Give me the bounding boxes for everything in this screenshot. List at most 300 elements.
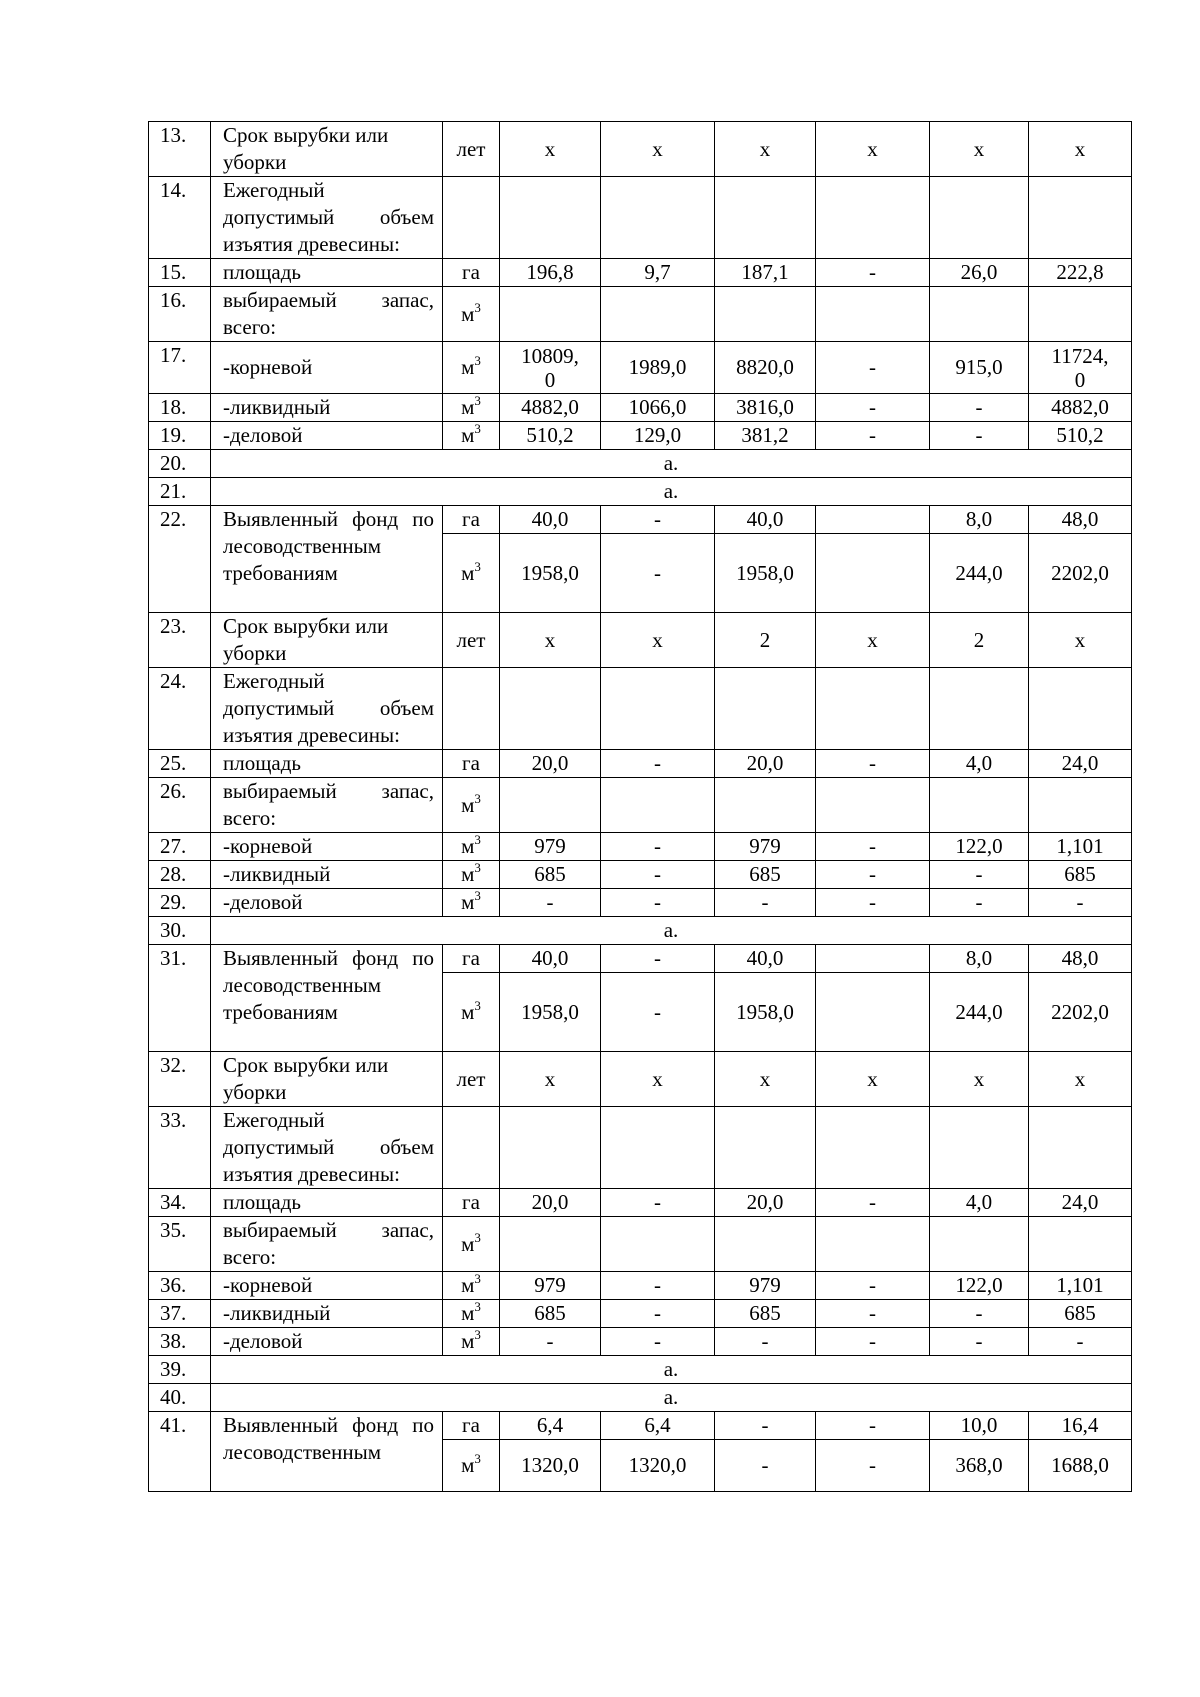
row-number: 23. (149, 613, 211, 668)
value-cell: - (715, 889, 816, 917)
value-cell: 1958,0 (715, 973, 816, 1052)
unit-cell (443, 1272, 500, 1300)
row-number: 20. (149, 450, 211, 478)
value-cell: - (930, 394, 1029, 422)
merged-cell: а. (211, 917, 1132, 945)
value-cell: 979 (715, 833, 816, 861)
unit-label: м (461, 1329, 475, 1353)
unit-cell (443, 945, 500, 973)
row-number: 27. (149, 833, 211, 861)
row-name: площадь (211, 259, 443, 287)
row-number: 13. (149, 122, 211, 177)
table-row (149, 342, 1132, 394)
unit-superscript: 3 (474, 1271, 481, 1286)
row-name: -корневой (211, 342, 443, 394)
unit-cell (443, 287, 500, 342)
table-row (149, 917, 1132, 945)
unit-cell (443, 506, 500, 534)
value-cell (1029, 177, 1132, 259)
merged-cell: а. (211, 478, 1132, 506)
unit-cell (443, 1412, 500, 1440)
value-cell: - (1029, 1328, 1132, 1356)
row-name: -корневой (211, 1272, 443, 1300)
unit-cell (443, 613, 500, 668)
value-cell: 685 (715, 1300, 816, 1328)
value-cell: 122,0 (930, 1272, 1029, 1300)
value-cell: 685 (500, 861, 601, 889)
value-cell: 40,0 (500, 945, 601, 973)
unit-cell (443, 1217, 500, 1272)
unit-cell (443, 973, 500, 1052)
row-number: 18. (149, 394, 211, 422)
unit-cell (443, 394, 500, 422)
unit-label: м (461, 999, 475, 1024)
value-cell: х (816, 122, 930, 177)
unit-label: м (461, 355, 475, 379)
table-row (149, 889, 1132, 917)
value-cell (715, 778, 816, 833)
value-cell: 381,2 (715, 422, 816, 450)
value-cell: - (816, 1272, 930, 1300)
unit-label: лет (456, 1066, 486, 1091)
table-row (149, 1384, 1132, 1412)
value-cell: - (715, 1328, 816, 1356)
table-row (149, 450, 1132, 478)
row-name: выбираемый запас, всего: (211, 778, 443, 833)
value-cell: - (601, 945, 715, 973)
value-cell: 10,0 (930, 1412, 1029, 1440)
value-cell: - (601, 506, 715, 534)
unit-cell (443, 259, 500, 287)
value-cell: х (1029, 1052, 1132, 1107)
unit-cell (443, 889, 500, 917)
value-cell: - (816, 889, 930, 917)
unit-cell (443, 534, 500, 613)
value-cell (715, 668, 816, 750)
table-row (149, 1356, 1132, 1384)
table-row (149, 506, 1132, 534)
value-cell (500, 1217, 601, 1272)
value-cell: 685 (715, 861, 816, 889)
value-cell (1029, 287, 1132, 342)
value-cell: 48,0 (1029, 945, 1132, 973)
value-cell: 6,4 (500, 1412, 601, 1440)
unit-cell (443, 861, 500, 889)
value-cell: 244,0 (930, 973, 1029, 1052)
value-cell: - (601, 1300, 715, 1328)
value-cell: - (816, 1412, 930, 1440)
unit-label: лет (456, 136, 486, 161)
row-name: Срок вырубки или уборки (211, 613, 443, 668)
value-cell: 20,0 (500, 1189, 601, 1217)
unit-superscript: 3 (474, 1451, 481, 1466)
value-cell: 24,0 (1029, 1189, 1132, 1217)
row-name: Ежегодный допустимый объем изъятия древесины: (211, 1107, 443, 1189)
value-cell: - (601, 750, 715, 778)
value-cell: - (816, 342, 930, 394)
row-name: выбираемый запас, всего: (211, 1217, 443, 1272)
forest-volume-table (148, 121, 1132, 1492)
row-number: 35. (149, 1217, 211, 1272)
row-name: -корневой (211, 833, 443, 861)
unit-label: м (461, 1231, 475, 1256)
value-cell (1029, 668, 1132, 750)
value-cell: 915,0 (930, 342, 1029, 394)
row-number: 24. (149, 668, 211, 750)
row-number: 41. (149, 1412, 211, 1492)
value-cell: - (816, 750, 930, 778)
value-cell: 20,0 (715, 1189, 816, 1217)
unit-cell (443, 1328, 500, 1356)
value-cell: 510,2 (1029, 422, 1132, 450)
value-cell: - (930, 1300, 1029, 1328)
value-cell: 6,4 (601, 1412, 715, 1440)
row-number: 21. (149, 478, 211, 506)
value-cell: - (816, 1300, 930, 1328)
value-cell: х (930, 122, 1029, 177)
unit-superscript: 3 (474, 393, 481, 408)
value-cell: 222,8 (1029, 259, 1132, 287)
value-cell: - (930, 861, 1029, 889)
value-cell: 685 (1029, 1300, 1132, 1328)
value-cell (500, 668, 601, 750)
value-cell: 40,0 (715, 945, 816, 973)
value-cell: 11724, 0 (1029, 342, 1132, 394)
value-cell (930, 287, 1029, 342)
table-row (149, 1412, 1132, 1440)
value-cell: - (930, 889, 1029, 917)
value-cell: 1,101 (1029, 833, 1132, 861)
value-cell: 1320,0 (500, 1440, 601, 1492)
unit-label: м (461, 862, 475, 886)
value-cell: х (500, 1052, 601, 1107)
unit-cell (443, 122, 500, 177)
value-cell (816, 177, 930, 259)
unit-cell (443, 177, 500, 259)
row-number: 17. (149, 342, 211, 394)
table-row (149, 122, 1132, 177)
unit-superscript: 3 (474, 353, 481, 368)
value-cell: 1688,0 (1029, 1440, 1132, 1492)
row-number: 30. (149, 917, 211, 945)
unit-label: м (461, 1273, 475, 1297)
value-cell (500, 778, 601, 833)
unit-cell (443, 1052, 500, 1107)
value-cell: 2 (715, 613, 816, 668)
unit-label: м (461, 1453, 475, 1477)
row-number: 31. (149, 945, 211, 1052)
unit-cell (443, 750, 500, 778)
value-cell: 979 (500, 833, 601, 861)
row-number: 22. (149, 506, 211, 613)
value-cell: х (1029, 122, 1132, 177)
value-cell: 8,0 (930, 506, 1029, 534)
unit-label: м (461, 301, 475, 326)
merged-cell: а. (211, 1384, 1132, 1412)
unit-superscript: 3 (474, 790, 481, 806)
table-row (149, 177, 1132, 259)
value-cell: 1320,0 (601, 1440, 715, 1492)
value-cell: - (816, 1328, 930, 1356)
value-cell: 20,0 (500, 750, 601, 778)
value-cell (930, 778, 1029, 833)
value-cell: 48,0 (1029, 506, 1132, 534)
row-number: 14. (149, 177, 211, 259)
row-name: площадь (211, 1189, 443, 1217)
value-cell: 16,4 (1029, 1412, 1132, 1440)
value-cell: 20,0 (715, 750, 816, 778)
value-cell (1029, 1107, 1132, 1189)
table-row (149, 945, 1132, 973)
value-cell: - (715, 1440, 816, 1492)
value-cell: 1,101 (1029, 1272, 1132, 1300)
row-name: Срок вырубки или уборки (211, 1052, 443, 1107)
value-cell (601, 1217, 715, 1272)
unit-superscript: 3 (474, 558, 481, 574)
row-name: Срок вырубки или уборки (211, 122, 443, 177)
table-row (149, 1107, 1132, 1189)
value-cell: 685 (1029, 861, 1132, 889)
row-name: Выявленный фонд по лесоводственным требованиям (211, 945, 443, 1052)
unit-label: га (462, 1190, 480, 1214)
unit-label: м (461, 560, 475, 585)
unit-cell (443, 422, 500, 450)
row-name: Ежегодный допустимый объем изъятия древесины: (211, 668, 443, 750)
row-number: 39. (149, 1356, 211, 1384)
unit-superscript: 3 (474, 1229, 481, 1245)
unit-label: га (462, 260, 480, 284)
value-cell: 26,0 (930, 259, 1029, 287)
row-number: 25. (149, 750, 211, 778)
value-cell: х (601, 613, 715, 668)
value-cell (601, 778, 715, 833)
value-cell (601, 1107, 715, 1189)
unit-cell (443, 1440, 500, 1492)
value-cell: - (601, 833, 715, 861)
unit-label: га (462, 946, 480, 970)
row-name: Выявленный фонд по лесоводственным требованиям (211, 506, 443, 613)
table-row (149, 1217, 1132, 1272)
value-cell: х (816, 1052, 930, 1107)
unit-cell (443, 1107, 500, 1189)
row-number: 32. (149, 1052, 211, 1107)
value-cell: - (500, 1328, 601, 1356)
unit-superscript: 3 (474, 1327, 481, 1342)
table-row (149, 1052, 1132, 1107)
value-cell: х (601, 122, 715, 177)
value-cell (500, 1107, 601, 1189)
value-cell: - (715, 1412, 816, 1440)
value-cell: - (601, 973, 715, 1052)
unit-cell (443, 668, 500, 750)
row-number: 33. (149, 1107, 211, 1189)
value-cell: - (601, 1328, 715, 1356)
row-number: 19. (149, 422, 211, 450)
value-cell: 196,8 (500, 259, 601, 287)
value-cell: - (601, 1272, 715, 1300)
value-cell: 3816,0 (715, 394, 816, 422)
value-cell (816, 973, 930, 1052)
value-cell (1029, 778, 1132, 833)
value-cell (816, 534, 930, 613)
table-row (149, 833, 1132, 861)
value-cell: х (816, 613, 930, 668)
value-cell: - (601, 534, 715, 613)
value-cell (816, 506, 930, 534)
value-cell: х (715, 1052, 816, 1107)
value-cell: 8,0 (930, 945, 1029, 973)
unit-label: м (461, 395, 475, 419)
row-name: Выявленный фонд по лесоводственным (211, 1412, 443, 1492)
value-cell: - (816, 259, 930, 287)
value-cell: 1066,0 (601, 394, 715, 422)
unit-label: м (461, 834, 475, 858)
value-cell (1029, 1217, 1132, 1272)
value-cell: 979 (715, 1272, 816, 1300)
value-cell: 368,0 (930, 1440, 1029, 1492)
unit-label: га (462, 507, 480, 531)
value-cell: 2202,0 (1029, 973, 1132, 1052)
value-cell (930, 668, 1029, 750)
unit-superscript: 3 (474, 299, 481, 315)
unit-superscript: 3 (474, 860, 481, 875)
value-cell (500, 177, 601, 259)
unit-cell (443, 778, 500, 833)
merged-cell: а. (211, 1356, 1132, 1384)
value-cell: - (816, 1189, 930, 1217)
row-name: -ликвидный (211, 394, 443, 422)
value-cell: 4,0 (930, 750, 1029, 778)
value-cell (930, 177, 1029, 259)
value-cell (816, 945, 930, 973)
value-cell (601, 287, 715, 342)
row-number: 29. (149, 889, 211, 917)
table-row (149, 287, 1132, 342)
table-row (149, 1272, 1132, 1300)
table-row (149, 478, 1132, 506)
unit-superscript: 3 (474, 997, 481, 1013)
table-row (149, 778, 1132, 833)
row-name: -деловой (211, 422, 443, 450)
row-name: площадь (211, 750, 443, 778)
value-cell: х (500, 613, 601, 668)
row-number: 34. (149, 1189, 211, 1217)
row-number: 36. (149, 1272, 211, 1300)
value-cell: 979 (500, 1272, 601, 1300)
value-cell: х (1029, 613, 1132, 668)
unit-label: лет (456, 627, 486, 652)
table-row (149, 1189, 1132, 1217)
value-cell: 685 (500, 1300, 601, 1328)
row-number: 15. (149, 259, 211, 287)
value-cell: 2202,0 (1029, 534, 1132, 613)
value-cell: 1958,0 (500, 534, 601, 613)
unit-cell (443, 342, 500, 394)
value-cell: х (930, 1052, 1029, 1107)
value-cell (930, 1107, 1029, 1189)
row-name: -ликвидный (211, 861, 443, 889)
unit-label: га (462, 751, 480, 775)
unit-superscript: 3 (474, 888, 481, 903)
value-cell: 122,0 (930, 833, 1029, 861)
value-cell: - (816, 422, 930, 450)
table-row (149, 1328, 1132, 1356)
value-cell: - (816, 833, 930, 861)
value-cell: х (715, 122, 816, 177)
unit-label: м (461, 1301, 475, 1325)
value-cell: - (816, 1440, 930, 1492)
value-cell (930, 1217, 1029, 1272)
value-cell: 40,0 (715, 506, 816, 534)
value-cell: 40,0 (500, 506, 601, 534)
value-cell (715, 287, 816, 342)
merged-cell: а. (211, 450, 1132, 478)
table-row (149, 1300, 1132, 1328)
unit-superscript: 3 (474, 1299, 481, 1314)
row-name: выбираемый запас, всего: (211, 287, 443, 342)
value-cell: - (816, 394, 930, 422)
value-cell: 4,0 (930, 1189, 1029, 1217)
value-cell (601, 177, 715, 259)
unit-cell (443, 1300, 500, 1328)
row-name: -ликвидный (211, 1300, 443, 1328)
unit-label: м (461, 423, 475, 447)
unit-cell (443, 833, 500, 861)
value-cell (715, 1107, 816, 1189)
table-row (149, 750, 1132, 778)
table-row (149, 259, 1132, 287)
table-row (149, 394, 1132, 422)
value-cell: 24,0 (1029, 750, 1132, 778)
unit-label: м (461, 792, 475, 817)
unit-cell (443, 1189, 500, 1217)
value-cell: х (500, 122, 601, 177)
value-cell: 4882,0 (1029, 394, 1132, 422)
unit-label: га (462, 1413, 480, 1437)
unit-superscript: 3 (474, 421, 481, 436)
value-cell (715, 177, 816, 259)
row-number: 26. (149, 778, 211, 833)
table-row (149, 613, 1132, 668)
value-cell (816, 778, 930, 833)
value-cell (816, 287, 930, 342)
value-cell: 2 (930, 613, 1029, 668)
value-cell (816, 668, 930, 750)
table-row (149, 422, 1132, 450)
value-cell: 8820,0 (715, 342, 816, 394)
table-row (149, 861, 1132, 889)
table-row (149, 668, 1132, 750)
value-cell: - (601, 861, 715, 889)
row-number: 40. (149, 1384, 211, 1412)
value-cell: - (500, 889, 601, 917)
row-number: 28. (149, 861, 211, 889)
row-number: 37. (149, 1300, 211, 1328)
value-cell (816, 1217, 930, 1272)
value-cell: 244,0 (930, 534, 1029, 613)
value-cell: - (930, 422, 1029, 450)
unit-label: м (461, 890, 475, 914)
value-cell: 9,7 (601, 259, 715, 287)
value-cell (715, 1217, 816, 1272)
value-cell: - (601, 1189, 715, 1217)
value-cell (816, 1107, 930, 1189)
value-cell: - (601, 889, 715, 917)
value-cell: 129,0 (601, 422, 715, 450)
unit-superscript: 3 (474, 832, 481, 847)
row-name: -деловой (211, 1328, 443, 1356)
row-number: 38. (149, 1328, 211, 1356)
